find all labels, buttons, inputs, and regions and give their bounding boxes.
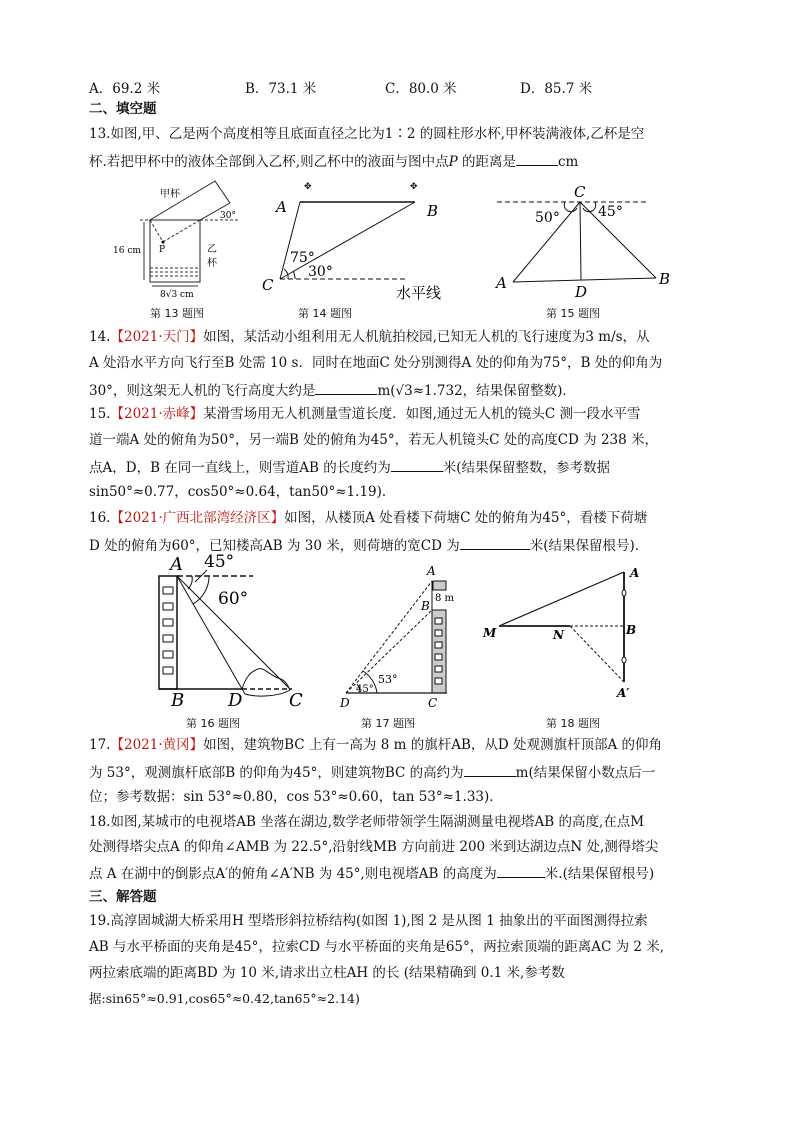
fig14-caption: 第 14 题图 [298, 307, 352, 320]
figure-15 [480, 180, 700, 305]
fig16-C: C [289, 690, 303, 711]
q17-line1 [89, 736, 662, 754]
fig18-N: N [553, 628, 564, 642]
fig13-height: 16 cm [113, 246, 141, 256]
fig13-caption: 第 13 题图 [150, 307, 204, 320]
answer-blank [391, 457, 443, 472]
fig13-cup-b-label2: 杯 [207, 258, 217, 269]
fig16-D: D [228, 690, 243, 711]
q17-number: 17. [89, 737, 111, 753]
fig18-caption: 第 18 题图 [546, 717, 600, 730]
fig13-cup-a-label: 甲杯 [160, 189, 180, 200]
q17-text-post: m(结果保留小数点后一 [515, 765, 656, 781]
q15-text-post: 米(结果保留整数，参考数据 [442, 460, 611, 476]
answer-blank [460, 535, 530, 550]
fig17-angle1: 45° [356, 684, 374, 695]
q16-text: D 处的俯角为60°，已知楼高AB 为 30 米，则荷塘的宽CD 为 [89, 538, 460, 554]
q19-line2: AB 与水平桥面的夹角是45°，拉索CD 与水平桥面的夹角是65°，两拉索顶端的距离AC 为 2 米, [89, 939, 665, 955]
fig15-B: B [659, 270, 671, 288]
q14-text: 如图，某活动小组利用无人机航拍校园,已知无人机的飞行速度为3 m/s，从 [203, 329, 650, 345]
q17-line3: 位；参考数据：sin 53°≈0.80，cos 53°≈0.60，tan 53°≈1.33)． [89, 789, 503, 805]
fig13-point: P [159, 245, 166, 255]
figure-14 [250, 180, 470, 305]
q17-text: 为 53°，观测旗杆底部B 的仰角为45°，则建筑物BC 的高约为 [89, 765, 464, 781]
q14-source-tag: 【2021·天门】 [110, 329, 204, 345]
q16-text: 如图，从楼顶A 处看楼下荷塘C 处的俯角为45°，看楼下荷塘 [284, 510, 648, 526]
fig17-B: B [421, 599, 430, 613]
fig14-B: B [427, 202, 439, 220]
fig15-C: C [574, 183, 586, 201]
fig16-angle1: 45° [204, 552, 235, 572]
q15-source-tag: 【2021·赤峰】 [110, 406, 204, 422]
choice-c: C．80.0 米 [385, 81, 457, 97]
q16-source-tag: 【2021·广西北部湾经济区】 [110, 510, 285, 526]
fig17-pole-height: 8 m [435, 593, 455, 604]
q18-text-post: 米.(结果保留根号) [544, 866, 655, 882]
fig18-A: A [630, 566, 640, 580]
choice-a: A．69.2 米 [89, 81, 161, 97]
q19-line4: 据:sin65°≈0.91,cos65°≈0.42,tan65°≈2.14) [89, 991, 360, 1006]
fig15-caption: 第 15 题图 [546, 307, 600, 320]
q14-line1 [89, 328, 650, 346]
q14-text: 30°，则这架无人机的飞行高度大约是 [89, 383, 316, 399]
q18-text: 点 A 在湖中的倒影点A′的俯角∠A′NB 为 45°,则电视塔AB 的高度为 [89, 866, 497, 882]
figure-13 [110, 180, 250, 300]
fig17-D: D [340, 696, 350, 710]
q16-text-post: 米(结果保留根号)． [529, 538, 649, 554]
fig13-cup-b-label: 乙 [207, 244, 217, 255]
fig17-C: C [428, 696, 438, 710]
fig15-A: A [496, 274, 507, 292]
q16-line1 [89, 509, 647, 527]
fig16-caption: 第 16 题图 [186, 717, 240, 730]
answer-blank [497, 863, 545, 878]
choice-b: B．73.1 米 [245, 81, 317, 97]
q15-line2: 道一端A 处的俯角为50°，另一端B 处的俯角为45°，若无人机镜头C 处的高度CD 为 238 米， [89, 432, 659, 448]
q19-line1: 19.高淳固城湖大桥采用H 型塔形斜拉桥结构(如图 1),图 2 是从图 1 抽象出的平面图测得拉索 [89, 913, 648, 929]
fig13-width: 8√3 cm [160, 290, 194, 300]
fig18-M: M [483, 626, 497, 640]
q15-line1 [89, 405, 641, 423]
fig16-A: A [170, 554, 183, 575]
choice-d: D．85.7 米 [520, 81, 593, 97]
q13-var: P [448, 154, 458, 170]
figure-16 [140, 552, 320, 712]
q15-number: 15. [89, 406, 111, 422]
fig15-angle1: 50° [535, 210, 560, 226]
drone-icon: ✥ [304, 182, 312, 192]
q19-line3: 两拉索底端的距离BD 为 10 米,请求出立柱AH 的长 (结果精确到 0.1 米,参考数 [89, 965, 565, 981]
drone-icon: ✥ [410, 182, 418, 192]
fig13-angle: 30° [220, 211, 236, 221]
section-title-solutions: 三、解答题 [89, 889, 157, 905]
q13-line2 [89, 151, 578, 171]
answer-blank [464, 762, 516, 777]
q15-text: 某滑雪场用无人机测量雪道长度．如图,通过无人机的镜头C 测一段水平雪 [203, 406, 641, 422]
q14-text-post: m(√3≈1.732，结果保留整数)． [377, 383, 576, 399]
fig18-B: B [626, 623, 637, 637]
q15-text: 点A，D，B 在同一直线上，则雪道AB 的长度约为 [89, 460, 391, 476]
fig15-angle2: 45° [598, 204, 623, 220]
q13-text: 杯.若把甲杯中的液体全部倒入乙杯,则乙杯中的液面与图中点 [89, 154, 449, 170]
q14-number: 14. [89, 329, 111, 345]
figure-18 [475, 555, 675, 715]
fig17-caption: 第 17 题图 [361, 717, 415, 730]
q17-line2 [89, 762, 655, 782]
q16-number: 16. [89, 510, 111, 526]
q15-line4: sin50°≈0.77，cos50°≈0.64，tan50°≈1.19)． [89, 484, 396, 500]
q17-text: 如图，建筑物BC 上有一高为 8 m 的旗杆AB，从D 处观测旗杆顶部A 的仰角 [203, 737, 663, 753]
fig15-D: D [575, 283, 588, 301]
q18-line2: 处测得塔尖点A 的仰角∠AMB 为 22.5°,沿射线MB 方向前进 200 米到达湖边点N 处,测得塔尖 [89, 839, 659, 855]
q15-line3 [89, 457, 610, 477]
q13-text-mid: 的距离是 [457, 154, 516, 170]
answer-blank [315, 380, 377, 395]
q14-line2: A 处沿水平方向飞行至B 处需 10 s．同时在地面C 处分别测得A 处的仰角为75°，B 处的仰角为 [89, 355, 663, 371]
answer-blank [516, 151, 558, 166]
section-title-fill-in: 二、填空题 [89, 101, 157, 117]
fig16-B: B [171, 690, 185, 711]
fig17-A: A [427, 564, 436, 578]
fig14-angle2: 30° [308, 264, 333, 280]
fig17-angle2: 53° [378, 673, 398, 686]
fig14-C: C [262, 276, 274, 294]
fig16-angle2: 60° [218, 589, 249, 609]
figure-17 [320, 555, 470, 715]
q13-line1: 13.如图,甲、乙是两个高度相等且底面直径之比为1∶2 的圆柱形水杯,甲杯装满液体,乙杯是空 [89, 126, 645, 142]
q13-unit: cm [557, 154, 579, 170]
q18-line3 [89, 863, 654, 883]
q18-line1: 18.如图,某城市的电视塔AB 坐落在湖边,数学老师带领学生隔湖测量电视塔AB 的高度,在点M [89, 814, 645, 830]
fig14-angle1: 75° [290, 250, 315, 266]
fig14-A: A [276, 198, 287, 216]
fig18-A-prime: A′ [617, 686, 630, 700]
q14-line3 [89, 380, 576, 400]
fig14-horizontal: 水平线 [396, 284, 442, 302]
q17-source-tag: 【2021·黄冈】 [110, 737, 204, 753]
